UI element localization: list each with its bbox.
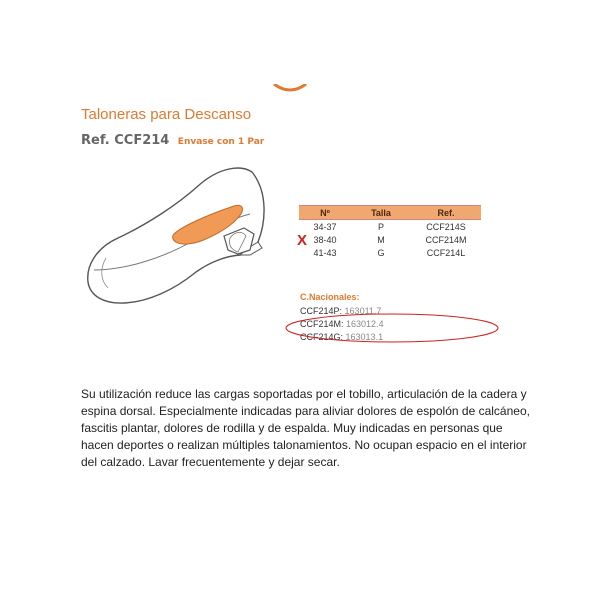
cell-ref: CCF214S [426, 221, 466, 232]
cell-size: M [377, 234, 385, 245]
decorative-arc [272, 84, 308, 98]
nacional-label: CCF214G: [300, 332, 344, 342]
nacionales-title: C.Nacionales: [300, 292, 360, 302]
nacional-code: 163011.7 [344, 306, 382, 316]
cell-ref: CCF214M [425, 234, 467, 245]
pack-label: Envase con 1 Par [177, 137, 265, 147]
product-title: Taloneras para Descanso [81, 106, 252, 123]
size-table [299, 205, 481, 259]
header-number: Nº [299, 206, 351, 220]
nacional-code: 163013.1 [345, 332, 384, 342]
shoe-illustration [78, 158, 288, 338]
size-table-header [299, 206, 481, 220]
reference-label: Ref. CCF214 [81, 133, 170, 148]
cell-number: 38-40 [313, 234, 337, 245]
selected-size-marker: X [297, 232, 308, 249]
cell-size: G [377, 247, 385, 258]
table-row [299, 220, 481, 234]
nacional-code: 163012.4 [346, 319, 384, 329]
product-description: Su utilización reduce las cargas soportadas por el tobillo, articulación de la cadera y espina dorsal. Especialmente indicadas para aliviar dolores de espolón de calcáneo, fascitis plantar, dolores de rodilla y de espalda. Muy indicadas en personas que hacen deportes o realizan múltiples talonamientos. No ocupan espacio en el interior del calzado. Lavar frecuentemente y dejar secar. [81, 387, 530, 469]
cell-size: P [377, 221, 384, 232]
table-row [299, 233, 481, 246]
cell-number: 34-37 [313, 221, 337, 232]
reference-line [81, 131, 264, 149]
header-size: Talla [351, 206, 411, 220]
nacional-label: CCF214M: [300, 319, 344, 329]
cell-number: 41-43 [313, 247, 337, 258]
nacional-label: CCF214P: [300, 306, 343, 316]
highlight-ellipse [284, 312, 500, 344]
table-row [299, 246, 481, 259]
cell-ref: CCF214L [426, 247, 466, 258]
header-ref: Ref. [411, 206, 481, 220]
